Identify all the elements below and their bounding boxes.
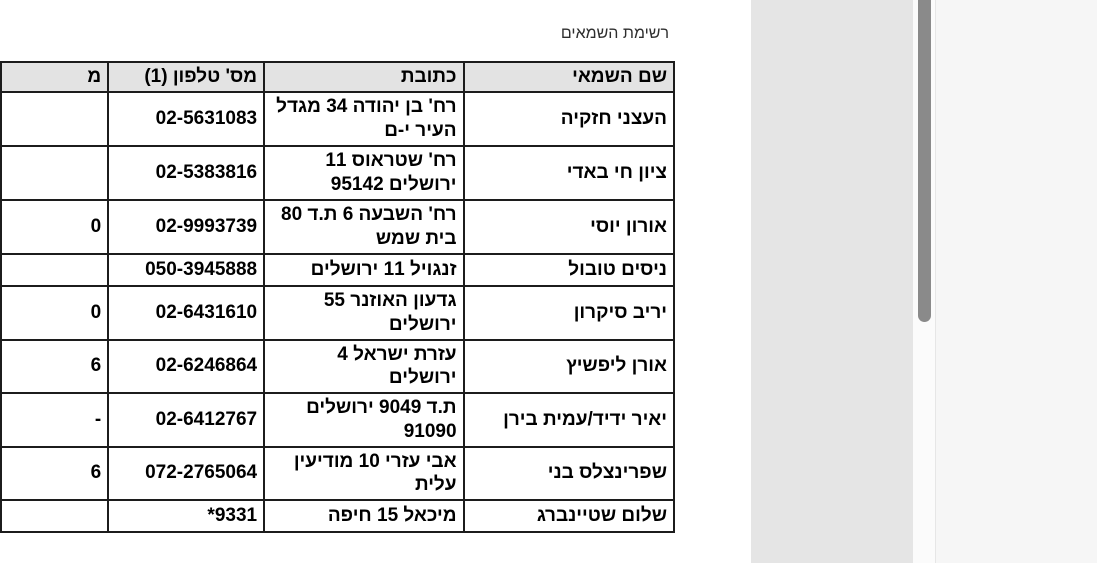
address-cell: מיכאל 15 חיפה (264, 500, 463, 532)
phone2-clipped-cell: 0 (1, 200, 108, 254)
appraiser-name-cell: שלום שטיינברג (464, 500, 674, 532)
address-cell: רח' בן יהודה 34 מגדל העיר י-ם (264, 92, 463, 146)
right-panel (935, 0, 1097, 563)
phone-cell: *9331 (108, 500, 264, 532)
phone2-clipped-cell (1, 146, 108, 200)
table-row (1, 500, 674, 532)
table-row (1, 393, 674, 447)
phone2-clipped-cell (1, 254, 108, 286)
appraiser-name-cell: אורן ליפשיץ (464, 340, 674, 394)
table-row (1, 286, 674, 340)
phone-cell: 02-9993739 (108, 200, 264, 254)
address-cell: גדעון האוזנר 55 ירושלים (264, 286, 463, 340)
address-cell: עזרת ישראל 4 ירושלים (264, 340, 463, 394)
phone2-clipped-cell: 6 (1, 447, 108, 501)
table-row (1, 447, 674, 501)
scrollbar-thumb[interactable] (918, 0, 931, 322)
phone-cell: 02-6412767 (108, 393, 264, 447)
phone2-clipped-cell: 0 (1, 286, 108, 340)
appraiser-name-cell: יאיר ידיד/עמית בירן (464, 393, 674, 447)
address-cell: ת.ד 9049 ירושלים 91090 (264, 393, 463, 447)
phone2-clipped-cell (1, 92, 108, 146)
table-row (1, 254, 674, 286)
phone-cell: 050-3945888 (108, 254, 264, 286)
address-cell: רח' השבעה 6 ת.ד 80 בית שמש (264, 200, 463, 254)
table-row (1, 340, 674, 394)
appraiser-name-cell: ציון חי באדי (464, 146, 674, 200)
side-panel (751, 0, 913, 563)
appraiser-name-cell: שפרינצלס בני (464, 447, 674, 501)
phone-cell: 02-6246864 (108, 340, 264, 394)
header-address: כתובת (264, 62, 463, 92)
address-cell: רח' שטראוס 11 ירושלים 95142 (264, 146, 463, 200)
appraiser-name-cell: יריב סיקרון (464, 286, 674, 340)
appraisers-table (0, 61, 675, 533)
header-phone-2-clipped: מ (1, 62, 108, 92)
table-row (1, 200, 674, 254)
appraiser-name-cell: אורון יוסי (464, 200, 674, 254)
appraiser-name-cell: העצני חזקיה (464, 92, 674, 146)
phone-cell: 072-2765064 (108, 447, 264, 501)
phone-cell: 02-5631083 (108, 92, 264, 146)
address-cell: זנגויל 11 ירושלים (264, 254, 463, 286)
header-phone-1: מס' טלפון (1) (108, 62, 264, 92)
phone-cell: 02-6431610 (108, 286, 264, 340)
appraiser-name-cell: ניסים טובול (464, 254, 674, 286)
table-header-row (1, 62, 674, 92)
address-cell: אבי עזרי 10 מודיעין עלית (264, 447, 463, 501)
phone2-clipped-cell: 6 (1, 340, 108, 394)
phone2-clipped-cell (1, 500, 108, 532)
table-row (1, 146, 674, 200)
phone2-clipped-cell: - (1, 393, 108, 447)
page-title: רשימת השמאים (560, 25, 669, 42)
table-row (1, 92, 674, 146)
phone-cell: 02-5383816 (108, 146, 264, 200)
header-appraiser-name: שם השמאי (464, 62, 674, 92)
